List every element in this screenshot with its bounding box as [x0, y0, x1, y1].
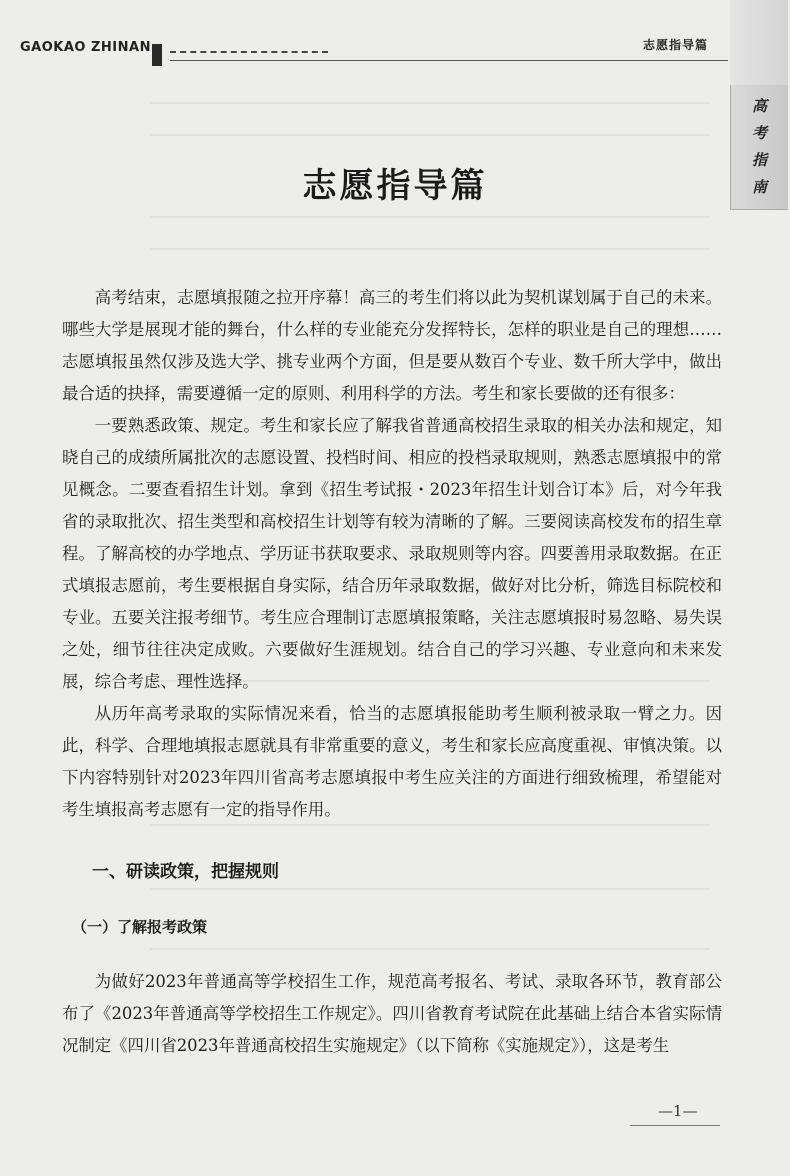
show-through-line [150, 948, 710, 950]
show-through-line [150, 102, 710, 104]
subsection-heading: （一）了解报考政策 [72, 918, 208, 936]
show-through-line [150, 888, 710, 890]
header-marker-bar [152, 44, 162, 66]
show-through-line [150, 216, 710, 218]
header-rule [170, 60, 728, 61]
section-heading: 一、研读政策，把握规则 [92, 862, 279, 882]
side-strip [730, 0, 788, 85]
paragraph-importance: 从历年高考录取的实际情况来看，恰当的志愿填报能助考生顺利被录取一臂之力。因此，科学、合理地填报志愿就具有非常重要的意义，考生和家长应高度重视、审慎决策。以下内容特别针对2023年四川省高考志愿填报中考生应关注的方面进行细致梳理，希望能对考生填报高考志愿有一定的指导作用。 [62, 704, 722, 819]
footer-rule [630, 1125, 720, 1126]
side-tab-char: 考 [751, 124, 767, 142]
paragraph-policy: 为做好2023年普通高等学校招生工作，规范高考报名、考试、录取各环节，教育部公布了《2023年普通高等学校招生工作规定》。四川省教育考试院在此基础上结合本省实际情况制定《四川省2023年普通高校招生实施规定》（以下简称《实施规定》），这是考生 [62, 972, 722, 1055]
side-tab-char: 高 [751, 97, 767, 115]
paragraph-intro: 高考结束，志愿填报随之拉开序幕！高三的考生们将以此为契机谋划属于自己的未来。哪些大学是展现才能的舞台，什么样的专业能充分发挥特长，怎样的职业是自己的理想……志愿填报虽然仅涉及选大学、挑专业两个方面，但是要从数百个专业、数千所大学中，做出最合适的抉择，需要遵循一定的原则、利用科学的方法。考生和家长要做的还有很多： [62, 288, 722, 403]
show-through-line [150, 134, 710, 136]
side-tab-char: 指 [751, 151, 767, 169]
paragraph-steps: 一要熟悉政策、规定。考生和家长应了解我省普通高校招生录取的相关办法和规定，知晓自己的成绩所属批次的志愿设置、投档时间、相应的投档录取规则，熟悉志愿填报中的常见概念。二要查看招生计划。拿到《招生考试报・2023年招生计划合订本》后，对今年我省的录取批次、招生类型和高校招生计划等有较为清晰的了解。三要阅读高校发布的招生章程。了解高校的办学地点、学历证书获取要求、录取规则等内容。四要善用录取数据。在正式填报志愿前，考生要根据自身实际，结合历年录取数据，做好对比分析，筛选目标院校和专业。五要关注报考细节。考生应合理制订志愿填报策略，关注志愿填报时易忽略、易失误之处，细节往往决定成败。六要做好生涯规划。结合自己的学习兴趣、专业意向和未来发展，综合考虑、理性选择。 [62, 416, 722, 691]
header-section-title: 志愿指导篇 [642, 38, 708, 52]
show-through-line [150, 248, 710, 250]
header-brand: GAOKAO ZHINAN [20, 40, 151, 55]
page-title: 志愿指导篇 [302, 166, 488, 206]
page-number: —1— [658, 1102, 698, 1120]
header-dashed-rule [170, 51, 328, 53]
side-tab-char: 南 [751, 178, 767, 196]
